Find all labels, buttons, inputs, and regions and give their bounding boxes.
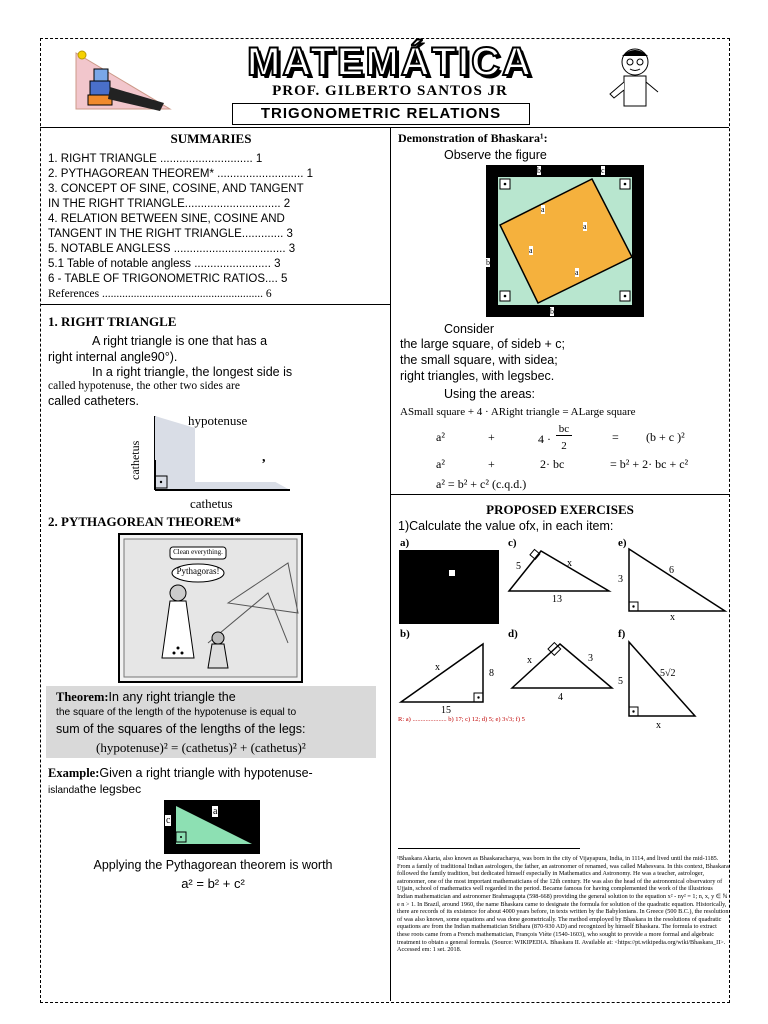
applying-result: a² = b² + c² bbox=[181, 876, 245, 891]
toc-item[interactable]: 5. NOTABLE ANGLESS ................................... 3 bbox=[48, 243, 296, 255]
toc-item[interactable]: 4. RELATION BETWEEN SINE, COSINE AND bbox=[48, 213, 285, 225]
hypotenuse-label: hypotenuse bbox=[188, 413, 248, 428]
exercise-c-side-1: 5 bbox=[516, 561, 521, 572]
section2-heading: 2. PYTHAGOREAN THEOREM* bbox=[48, 514, 241, 529]
consider-bullet-2: the small square, with sidea; bbox=[400, 353, 558, 367]
eq1-coef: 4 · bbox=[538, 432, 551, 446]
column-divider bbox=[390, 127, 391, 1001]
example-text-1: Given a right triangle with hypotenuse- bbox=[99, 766, 313, 780]
eq1-numerator: bc bbox=[556, 423, 572, 436]
exercise-d-side-3: 4 bbox=[558, 692, 563, 703]
bhaskara-label-a2: a bbox=[583, 222, 587, 231]
consider-bullet-1: the large square, of sideb + c; bbox=[400, 337, 566, 351]
exercise-f-side-3: x bbox=[656, 720, 661, 731]
cathetus-vertical-label: cathetus bbox=[128, 440, 142, 480]
exercise-a-figure bbox=[399, 550, 499, 624]
exercise-label-b: b) bbox=[400, 628, 410, 640]
exercise-label-a: a) bbox=[400, 537, 410, 549]
professor-avatar bbox=[600, 42, 670, 114]
theorem-text-2: the square of the length of the hypotenuse is equal to bbox=[56, 707, 297, 718]
exercise-d-figure bbox=[508, 640, 618, 692]
logo-illustration bbox=[68, 47, 178, 117]
eq1-equals: = bbox=[612, 430, 619, 444]
section1-heading: 1. RIGHT TRIANGLE bbox=[48, 314, 177, 329]
bhaskara-square-figure bbox=[486, 165, 644, 317]
eq2-middle: 2· bc bbox=[540, 457, 565, 471]
toc-item[interactable]: TANGENT IN THE RIGHT TRIANGLE............. 3 bbox=[48, 228, 293, 240]
exercise-b-side-1: x bbox=[435, 662, 440, 673]
example-text-3: the legsbec bbox=[79, 782, 142, 796]
bhaskara-label-b-bottom: b bbox=[550, 307, 554, 316]
bhaskara-label-a4: a bbox=[575, 268, 579, 277]
bhaskara-heading: Demonstration of Bhaskara¹: bbox=[398, 131, 548, 145]
theorem-text-1: In any right triangle the bbox=[108, 690, 236, 704]
example-line2 bbox=[48, 782, 141, 796]
applying-text: Applying the Pythagorean theorem is worth bbox=[93, 858, 333, 872]
example-text-2: islanda bbox=[48, 785, 80, 796]
example-label-a: a bbox=[213, 806, 218, 817]
cartoon-bubble-2: Pythagoras! bbox=[176, 566, 220, 576]
theorem-formula: (hypotenuse)² = (cathetus)² + (cathetus)² bbox=[96, 740, 306, 755]
exercise-label-c: c) bbox=[508, 537, 517, 549]
exercise-c-side-2: x bbox=[567, 558, 572, 569]
example-label: Example: bbox=[48, 766, 100, 780]
section1-para1a: A right triangle is one that has a bbox=[92, 334, 268, 348]
section1-para2b: called hypotenuse, the other two sides are bbox=[48, 380, 240, 392]
summaries-heading: SUMMARIES bbox=[170, 131, 252, 146]
eq1-left: a² bbox=[436, 430, 445, 444]
exercise-c-side-3: 13 bbox=[552, 594, 562, 605]
area-equation: ASmall square + 4 · ARight triangle = ALarge square bbox=[400, 406, 636, 418]
bhaskara-label-c-top: c bbox=[601, 166, 605, 175]
exercise-label-f: f) bbox=[618, 628, 626, 640]
eq1-plus: + bbox=[488, 430, 495, 444]
theorem-label: Theorem: bbox=[56, 690, 109, 704]
bhaskara-label-b-left: b bbox=[486, 258, 490, 267]
exercise-f-side-1: 5 bbox=[618, 676, 623, 687]
theorem-line1 bbox=[56, 690, 236, 705]
figure-comma: , bbox=[262, 450, 266, 465]
toc-item[interactable]: 1. RIGHT TRIANGLE ............................. 1 bbox=[48, 153, 263, 165]
toc-item[interactable]: IN THE RIGHT TRIANGLE.............................. 2 bbox=[48, 198, 291, 210]
exercises-divider bbox=[390, 494, 729, 495]
example-line1 bbox=[48, 766, 313, 781]
exercise-e-figure bbox=[625, 545, 730, 615]
header-divider bbox=[40, 127, 729, 128]
exercise-d-side-1: x bbox=[527, 655, 532, 666]
exercise-b-side-3: 15 bbox=[441, 705, 451, 716]
section1-para1b: right internal angle90°). bbox=[48, 350, 178, 364]
bhaskara-label-a3: a bbox=[529, 246, 533, 255]
exercise-c-figure bbox=[505, 545, 615, 600]
theorem-text-3: sum of the squares of the lengths of the legs: bbox=[56, 722, 306, 736]
toc-item[interactable]: 5.1 Table of notable angless ........................ 3 bbox=[48, 258, 281, 270]
cathetus-horizontal-label: cathetus bbox=[190, 496, 233, 511]
consider-bullet-3: right triangles, with legsbec. bbox=[400, 369, 555, 383]
exercise-e-side-1: 3 bbox=[618, 574, 623, 585]
exercise-label-e: e) bbox=[618, 537, 627, 549]
exercise-b-figure bbox=[397, 640, 492, 708]
table-of-contents bbox=[48, 152, 313, 302]
section1-para2c: called catheters. bbox=[48, 394, 140, 408]
consider-text: Consider bbox=[444, 322, 495, 336]
section1-para2a: In a right triangle, the longest side is bbox=[92, 365, 293, 379]
toc-item[interactable]: 2. PYTHAGOREAN THEOREM* ........................... 1 bbox=[48, 168, 313, 180]
document-subtitle: TRIGONOMETRIC RELATIONS bbox=[232, 103, 530, 125]
bhaskara-label-a1: a bbox=[541, 205, 545, 214]
footnote-text: ¹Bhaskara Akaria, also known as Bhaskaracharya, was born in the city of Vijayapura, India, in 1114, and lived until the mid-1185. From a family of traditional Indian astrologers, the father, an astronomer of renamed, was called Mahesvara. In this context, Bhaskara followed the family tradition, but dedicated himself especially in Mathematics and Astronomy. He was a teacher, astrologer, astronomer, one of the most important mathematicians of the 12th century. He was also the head of the astronomical observatory of Ujjain, school of mathematics well regarded in the period. Became famous for having complemented the work of the illustrious Indian mathematician and astronomer Brahmagupta (598-668) providing the general solution to the equation x² - ny² = 1; n, x, y ∈ ℕ e n > 1. In Brazil, around 1960, the name Bhaskara came to designate the formula for solution of the quadratic equation. Historically, there are records of its existence for about 4000 years before, in texts written by the Babylonians. In Greece (500 B.C.), the resolution of was also known, some equations and was done geometrically. The method employed by Bhaskara in the resolutions of quadratic equations are from the Indian mathematician Sridhara (870-930 AD) and recognized by himself Bhaskara. The formula to extract these roots came from a French mathematician, François Viète (1540-1603), who sought to provide a more formal and algebraic treatment to obtain a general formula. (Source: WIKIPEDIA. Bhaskara II. Available at: <https://pt.wikipedia.org/wiki/Bhaskara_II>. Accessed em: 1 set. 2018. bbox=[397, 855, 729, 954]
toc-item[interactable]: 6 - TABLE OF TRIGONOMETRIC RATIOS.... 5 bbox=[48, 273, 288, 285]
exercise-b-side-2: 8 bbox=[489, 668, 494, 679]
cartoon-bubble-1: Clean everything. bbox=[173, 548, 223, 556]
toc-item[interactable]: 3. CONCEPT OF SINE, COSINE, AND TANGENT bbox=[48, 183, 304, 195]
eq3-result: a² = b² + c² (c.q.d.) bbox=[436, 477, 527, 491]
eq1-denominator: 2 bbox=[561, 440, 567, 452]
exercise-d-side-2: 3 bbox=[588, 653, 593, 664]
example-label-c: c bbox=[166, 815, 171, 826]
summary-divider bbox=[40, 304, 390, 305]
exercise-answers: R: a) ..................... b) 17; c) 12; d) 5; e) 3√3; f) 5 bbox=[398, 716, 525, 723]
exercise-f-figure bbox=[625, 638, 700, 720]
using-areas-text: Using the areas: bbox=[444, 387, 536, 401]
header-title: MATEMÁTICA bbox=[247, 40, 533, 84]
eq2-plus: + bbox=[488, 457, 495, 471]
exercise-f-side-2: 5√2 bbox=[660, 668, 676, 679]
eq2-right: = b² + 2· bc + c² bbox=[610, 457, 689, 471]
exercise-e-side-2: 6 bbox=[669, 565, 674, 576]
professor-name: PROF. GILBERTO SANTOS JR bbox=[272, 83, 508, 99]
bhaskara-label-b-top: b bbox=[537, 166, 541, 175]
exercise-q1: 1)Calculate the value ofx, in each item: bbox=[398, 519, 614, 533]
exercises-heading: PROPOSED EXERCISES bbox=[486, 502, 634, 517]
eq2-left: a² bbox=[436, 457, 445, 471]
observe-text: Observe the figure bbox=[444, 148, 547, 162]
eq1-right: (b + c )² bbox=[646, 430, 685, 444]
exercise-label-d: d) bbox=[508, 628, 518, 640]
toc-item[interactable]: References ........................................................ 6 bbox=[48, 288, 272, 300]
exercise-e-side-3: x bbox=[670, 612, 675, 623]
footnote-rule bbox=[398, 848, 580, 849]
